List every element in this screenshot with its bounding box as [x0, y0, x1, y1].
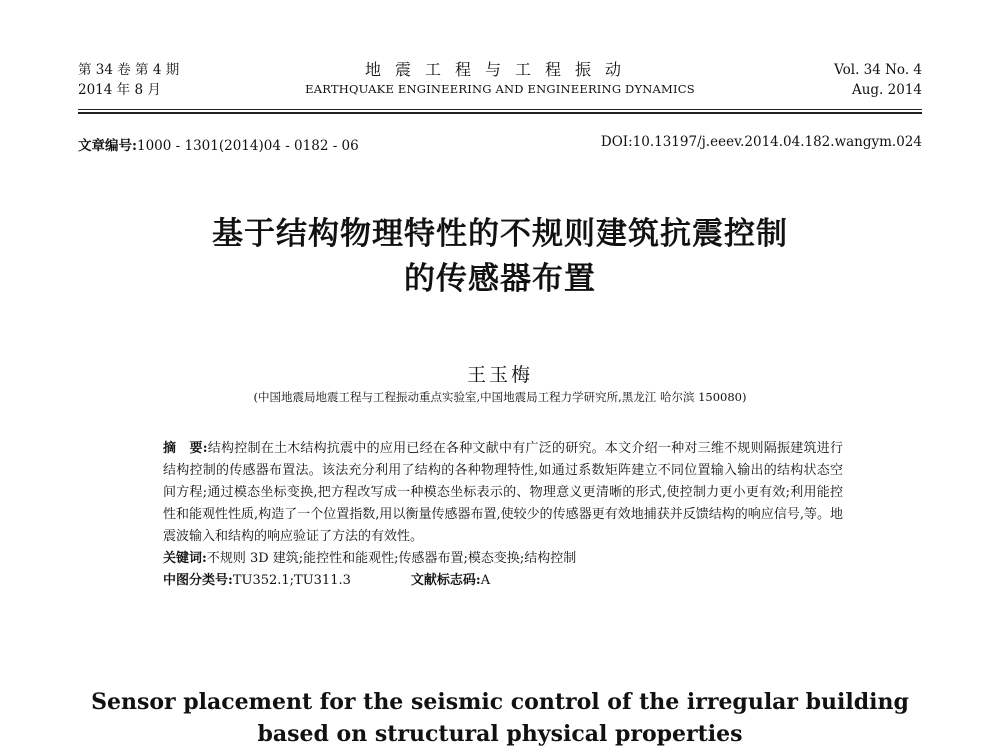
author: 王玉梅: [466, 364, 533, 386]
article-meta-row: [78, 134, 922, 154]
classification-row: [163, 570, 843, 592]
keywords: [163, 548, 843, 570]
issue-date-en: Aug. 2014: [851, 82, 922, 98]
issue-volume: 第 34 卷 第 4 期: [78, 62, 180, 78]
doc-code-label: 文献标志码:: [410, 573, 481, 588]
article-number-value: 1000 - 1301(2014)04 - 0182 - 06: [136, 138, 359, 154]
keywords-label: 关键词:: [163, 551, 207, 566]
article-number-label: 文章编号:: [78, 138, 137, 154]
abstract-label: 摘 要:: [163, 441, 208, 456]
doc-code: [411, 570, 490, 592]
doc-code-value: A: [480, 573, 491, 588]
title-en-line-1: Sensor placement for the seismic control of the irregular building: [91, 689, 909, 715]
article-number: [78, 134, 359, 154]
title-en: [0, 686, 1000, 750]
journal-name-en: EARTHQUAKE ENGINEERING AND ENGINEERING DYNAMICS: [305, 82, 695, 96]
affiliation: (中国地震局地震工程与工程振动重点实验室,中国地震局工程力学研究所,黑龙江 哈尔滨 150080): [253, 390, 747, 404]
clc-value: TU352.1;TU311.3: [232, 573, 351, 588]
title-cn: [0, 212, 1000, 302]
keywords-value: 不规则 3D 建筑;能控性和能观性;传感器布置;模态变换;结构控制: [206, 551, 577, 566]
journal-issue-en: [834, 60, 922, 100]
clc: [163, 570, 351, 592]
header-rule-thin: [78, 109, 922, 110]
doi: DOI:10.13197/j.eeev.2014.04.182.wangym.024: [600, 134, 922, 150]
title-en-line-2: based on structural physical properties: [257, 721, 743, 747]
issue-date: 2014 年 8 月: [78, 82, 161, 98]
clc-label: 中图分类号:: [163, 573, 233, 588]
abstract-block: [163, 438, 843, 592]
journal-name-cn: 地震工程与工程振动: [364, 60, 635, 79]
header-rule-thick: [78, 112, 922, 114]
issue-volume-en: Vol. 34 No. 4: [834, 62, 922, 78]
abstract-text: 结构控制在土木结构抗震中的应用已经在各种文献中有广泛的研究。本文介绍一种对三维不规则隔振建筑进行结构控制的传感器布置法。该法充分利用了结构的各种物理特性,如通过系数矩阵建立不同位置输入输出的结构状态空间方程;通过模态坐标变换,把方程改写成一种模态坐标表示的、物理意义更清晰的形式,使控制力更小更有效;利用能控性和能观性性质,构造了一个位置指数,用以衡量传感器布置,使较少的传感器更有效地捕获并反馈结构的响应信号,等。地震波输入和结构的响应验证了方法的有效性。: [163, 441, 843, 544]
title-cn-line-1: 基于结构物理特性的不规则建筑抗震控制: [212, 216, 788, 252]
abstract: [163, 438, 843, 548]
title-cn-line-2: 的传感器布置: [404, 261, 596, 297]
